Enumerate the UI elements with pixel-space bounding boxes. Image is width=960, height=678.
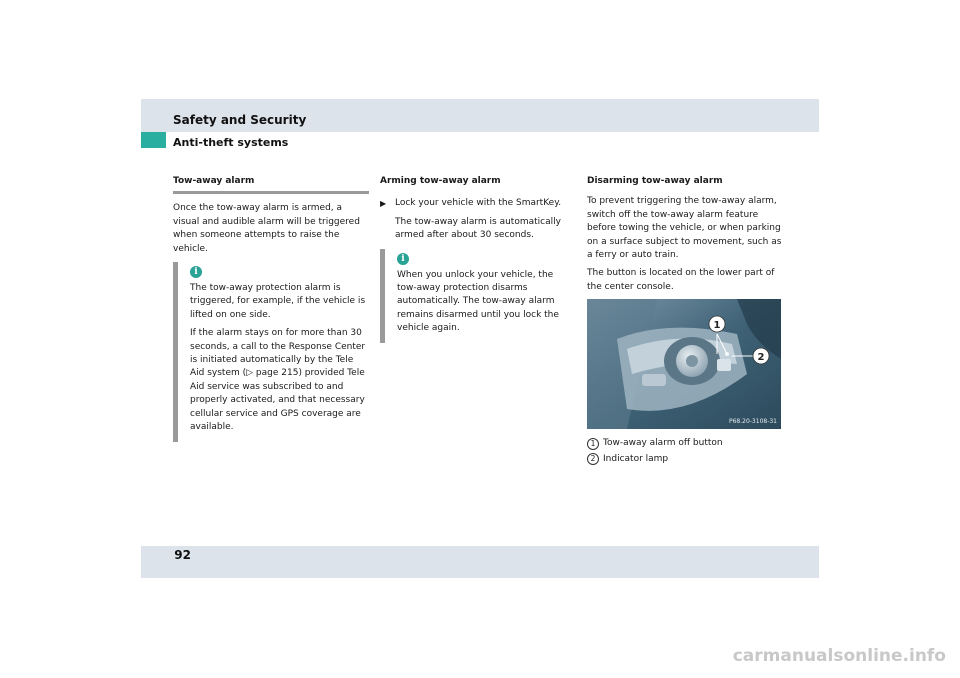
photo-code: P68.20-3108-31 — [728, 418, 777, 426]
section-marker — [141, 132, 166, 148]
legend-text: Indicator lamp — [603, 453, 669, 464]
info-paragraph: When you unlock your vehicle, the tow-away protection disarms automatically. The tow-away alarm remains disarmed until you lock the vehicle again. — [397, 269, 559, 334]
callout-1-label: 1 — [713, 320, 721, 332]
step-text: Lock your vehicle with the SmartKey. — [395, 198, 562, 209]
subsection-title: Anti-theft systems — [173, 136, 289, 149]
info-box-bar — [173, 262, 178, 441]
intro-paragraph: Once the tow-away alarm is armed, a visual and audible alarm will be triggered when someone attempts to raise the vehicle. — [173, 203, 360, 254]
bullet-arrow-icon: ▶ — [380, 199, 387, 209]
heading-tow-away-alarm: Tow-away alarm — [173, 176, 255, 186]
body-paragraph: The button is located on the lower part of the center console. — [587, 268, 775, 292]
info-box-bar — [380, 249, 385, 343]
watermark: carmanualsonline.info — [732, 646, 946, 666]
instruction-step — [380, 197, 570, 210]
info-icon: i — [397, 253, 409, 265]
center-console-photo — [587, 299, 781, 429]
legend-number: 2 — [587, 453, 599, 465]
step-result: The tow-away alarm is automatically armed after about 30 seconds. — [395, 216, 561, 241]
callout-2-label: 2 — [757, 352, 765, 364]
legend-item — [587, 437, 783, 450]
page-number: 92 — [174, 548, 191, 562]
column-tow-away-alarm — [173, 175, 369, 442]
info-box — [173, 262, 369, 441]
heading-rule — [173, 191, 369, 194]
info-paragraph: If the alarm stays on for more than 30 seconds, a call to the Response Center is initiated automatically by the Tele Aid system (▷ page 215) provided Tele Aid service was subscribed to and properly activated, and that necessary cellular service and GPS coverage are available. — [190, 328, 366, 433]
column-disarming — [587, 175, 783, 468]
column-arming — [380, 175, 570, 343]
heading-disarming: Disarming tow-away alarm — [587, 176, 723, 186]
heading-arming: Arming tow-away alarm — [380, 176, 501, 186]
info-icon: i — [190, 266, 202, 278]
section-title: Safety and Security — [173, 113, 307, 127]
legend-item — [587, 453, 783, 466]
info-box — [380, 249, 570, 343]
info-paragraph: The tow-away protection alarm is triggered, for example, if the vehicle is lifted on one side. — [190, 283, 366, 320]
center-console-illustration — [587, 299, 781, 429]
legend-text: Tow-away alarm off button — [603, 438, 723, 449]
body-paragraph: To prevent triggering the tow-away alarm, switch off the tow-away alarm feature before towing the vehicle, or when parking on a surface subject to movement, such as a ferry or auto train. — [587, 196, 782, 261]
legend-number: 1 — [587, 438, 599, 450]
footer-band — [141, 546, 819, 578]
